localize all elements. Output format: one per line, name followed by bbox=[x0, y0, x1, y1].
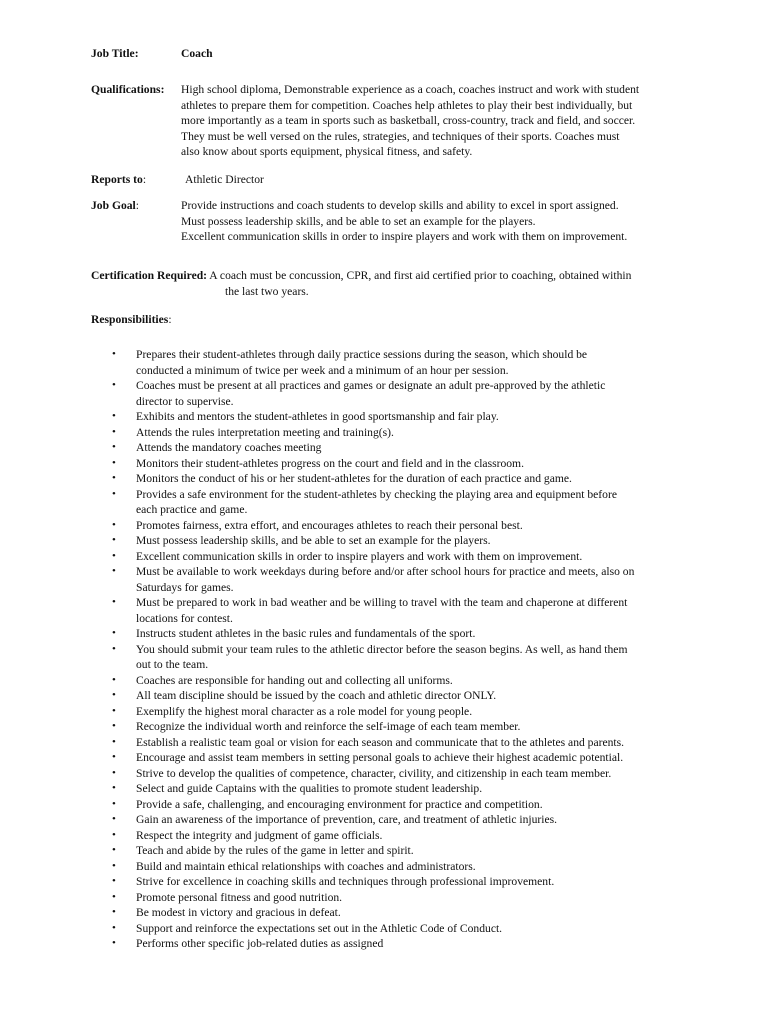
responsibility-item bbox=[112, 750, 682, 766]
bullet-icon: • bbox=[112, 828, 116, 841]
bullet-icon: • bbox=[112, 921, 116, 934]
responsibility-text: Monitors their student-athletes progress on the court and field and in the classroom. bbox=[136, 456, 524, 470]
responsibility-text: Gain an awareness of the importance of prevention, care, and treatment of athletic injuries. bbox=[136, 813, 558, 826]
responsibility-item bbox=[112, 456, 682, 472]
bullet-icon: • bbox=[112, 534, 116, 546]
responsibility-item bbox=[112, 905, 682, 921]
qualifications-line: athletes to prepare them for competition. Coaches help athletes to play their best individually, but bbox=[181, 98, 633, 112]
responsibility-text: each practice and game. bbox=[136, 503, 248, 516]
bullet-icon: • bbox=[112, 472, 116, 484]
bullet-icon: • bbox=[112, 720, 116, 732]
responsibility-item bbox=[112, 440, 682, 456]
responsibility-text: Must possess leadership skills, and be able to set an example for the players. bbox=[136, 534, 491, 547]
responsibility-text: Provides a safe environment for the student-athletes by checking the playing area and equipment before bbox=[136, 487, 617, 501]
bullet-icon: • bbox=[112, 642, 116, 655]
responsibility-item bbox=[112, 874, 682, 890]
responsibility-item bbox=[112, 549, 682, 565]
responsibility-item bbox=[112, 425, 682, 441]
job-goal-text bbox=[181, 198, 686, 245]
responsibility-item bbox=[112, 595, 682, 626]
bullet-icon: • bbox=[112, 906, 116, 918]
responsibilities-heading: Responsibilities: bbox=[91, 313, 172, 326]
responsibility-item bbox=[112, 936, 682, 952]
bullet-icon: • bbox=[112, 704, 116, 717]
qualifications-label: Qualifications: bbox=[91, 83, 165, 96]
responsibility-item bbox=[112, 564, 682, 595]
responsibility-text: Exemplify the highest moral character as a role model for young people. bbox=[136, 704, 473, 718]
responsibility-text: Attends the mandatory coaches meeting bbox=[136, 441, 322, 454]
responsibility-text: Exhibits and mentors the student-athletes in good sportsmanship and fair play. bbox=[136, 410, 499, 423]
bullet-icon: • bbox=[112, 379, 116, 391]
bullet-icon: • bbox=[112, 627, 116, 639]
qualifications-line: also know about sports equipment, physical fitness, and safety. bbox=[181, 145, 473, 158]
responsibility-item bbox=[112, 781, 682, 797]
job-goal-line: Provide instructions and coach students to develop skills and ability to excel in sport assigned. bbox=[181, 199, 619, 212]
bullet-icon: • bbox=[112, 735, 116, 748]
bullet-icon: • bbox=[112, 673, 116, 686]
responsibility-item bbox=[112, 828, 682, 844]
responsibility-text: Excellent communication skills in order to inspire players and work with them on improvement. bbox=[136, 549, 583, 563]
responsibility-text: Build and maintain ethical relationships with coaches and administrators. bbox=[136, 859, 476, 873]
responsibility-item bbox=[112, 471, 682, 487]
bullet-icon: • bbox=[112, 410, 116, 422]
responsibility-item bbox=[112, 921, 682, 937]
responsibility-item bbox=[112, 843, 682, 859]
bullet-icon: • bbox=[112, 441, 116, 453]
bullet-icon: • bbox=[112, 751, 116, 763]
responsibility-item bbox=[112, 688, 682, 704]
certification-text-cont: the last two years. bbox=[225, 284, 309, 298]
responsibility-text: Must be available to work weekdays during before and/or after school hours for practice and meets, also on bbox=[136, 565, 635, 578]
bullet-icon: • bbox=[112, 782, 116, 794]
responsibility-text: Provide a safe, challenging, and encouraging environment for practice and competition. bbox=[136, 797, 543, 811]
certification-label: Certification Required: bbox=[91, 269, 208, 282]
responsibility-item bbox=[112, 766, 682, 782]
responsibility-item bbox=[112, 487, 682, 518]
responsibility-text: out to the team. bbox=[136, 658, 209, 671]
responsibility-item bbox=[112, 378, 682, 409]
bullet-icon: • bbox=[112, 766, 116, 779]
responsibility-text: Saturdays for games. bbox=[136, 580, 234, 594]
responsibility-item bbox=[112, 859, 682, 875]
responsibility-item bbox=[112, 626, 682, 642]
bullet-icon: • bbox=[112, 425, 116, 438]
responsibility-text: Strive for excellence in coaching skills and techniques through professional improvement. bbox=[136, 875, 555, 888]
responsibility-text: locations for contest. bbox=[136, 611, 233, 625]
job-goal-label: Job Goal: bbox=[91, 199, 140, 212]
bullet-icon: • bbox=[112, 890, 116, 903]
responsibility-text: Recognize the individual worth and reinforce the self-image of each team member. bbox=[136, 720, 521, 733]
responsibility-text: Promote personal fitness and good nutrition. bbox=[136, 890, 343, 904]
certification-field bbox=[91, 268, 691, 299]
responsibility-item bbox=[112, 797, 682, 813]
certification-text: A coach must be concussion, CPR, and first aid certified prior to coaching, obtained within bbox=[209, 269, 632, 282]
responsibility-text: Be modest in victory and gracious in defeat. bbox=[136, 906, 341, 919]
responsibility-text: Establish a realistic team goal or vision for each season and communicate that to the athletes and parents. bbox=[136, 735, 625, 749]
bullet-icon: • bbox=[112, 875, 116, 887]
responsibility-text: Monitors the conduct of his or her student-athletes for the duration of each practice and game. bbox=[136, 472, 572, 485]
qualifications-line: more importantly as a team in sports such as basketball, cross-country, track and field, and soccer. bbox=[181, 114, 636, 127]
responsibility-text: Prepares their student-athletes through daily practice sessions during the season, which should be bbox=[136, 348, 588, 361]
job-goal-line: Excellent communication skills in order to inspire players and work with them on improvement. bbox=[181, 230, 628, 243]
bullet-icon: • bbox=[112, 487, 116, 500]
bullet-icon: • bbox=[112, 596, 116, 608]
responsibility-item bbox=[112, 533, 682, 549]
reports-to-label: Reports to: bbox=[91, 173, 147, 186]
responsibility-text: Attends the rules interpretation meeting and training(s). bbox=[136, 425, 394, 439]
bullet-icon: • bbox=[112, 859, 116, 872]
responsibility-text: Promotes fairness, extra effort, and encourages athletes to reach their personal best. bbox=[136, 518, 523, 532]
bullet-icon: • bbox=[112, 844, 116, 856]
qualifications-line: They must be well versed on the rules, strategies, and techniques of their sports. Coaches must bbox=[181, 129, 620, 143]
responsibility-item bbox=[112, 812, 682, 828]
job-title-label: Job Title: bbox=[91, 47, 139, 60]
responsibility-text: Must be prepared to work in bad weather and be willing to travel with the team and chaperone at different bbox=[136, 596, 628, 609]
responsibility-item bbox=[112, 735, 682, 751]
responsibility-item bbox=[112, 409, 682, 425]
bullet-icon: • bbox=[112, 797, 116, 810]
responsibility-item bbox=[112, 704, 682, 720]
responsibility-text: Coaches must be present at all practices and games or designate an adult pre-approved by the athletic bbox=[136, 379, 606, 392]
responsibility-text: Respect the integrity and judgment of game officials. bbox=[136, 828, 383, 842]
responsibility-item bbox=[112, 673, 682, 689]
job-title-value: Coach bbox=[181, 47, 213, 60]
bullet-icon: • bbox=[112, 456, 116, 469]
bullet-icon: • bbox=[112, 348, 116, 360]
responsibilities-list bbox=[112, 347, 682, 952]
responsibility-text: You should submit your team rules to the athletic director before the season begins. As well, as hand them bbox=[136, 642, 628, 656]
responsibility-text: Encourage and assist team members in setting personal goals to achieve their highest academic potential. bbox=[136, 751, 624, 764]
responsibility-text: Coaches are responsible for handing out and collecting all uniforms. bbox=[136, 673, 453, 687]
responsibility-item bbox=[112, 642, 682, 673]
responsibility-text: Strive to develop the qualities of competence, character, civility, and citizenship in each team member. bbox=[136, 766, 612, 780]
bullet-icon: • bbox=[112, 689, 116, 701]
bullet-icon: • bbox=[112, 813, 116, 825]
responsibility-item bbox=[112, 890, 682, 906]
responsibility-text: Select and guide Captains with the qualities to promote student leadership. bbox=[136, 782, 483, 795]
responsibility-text: director to supervise. bbox=[136, 394, 234, 408]
responsibility-text: Teach and abide by the rules of the game in letter and spirit. bbox=[136, 844, 414, 857]
responsibility-text: Support and reinforce the expectations set out in the Athletic Code of Conduct. bbox=[136, 921, 503, 935]
bullet-icon: • bbox=[112, 549, 116, 562]
qualifications-text bbox=[181, 82, 686, 160]
bullet-icon: • bbox=[112, 565, 116, 577]
qualifications-line: High school diploma, Demonstrable experience as a coach, coaches instruct and work with student bbox=[181, 83, 640, 96]
reports-to-value: Athletic Director bbox=[185, 173, 264, 186]
bullet-icon: • bbox=[112, 937, 116, 949]
job-goal-line: Must possess leadership skills, and be able to set an example for the players. bbox=[181, 214, 536, 228]
responsibility-item bbox=[112, 518, 682, 534]
bullet-icon: • bbox=[112, 518, 116, 531]
responsibility-text: Instructs student athletes in the basic rules and fundamentals of the sport. bbox=[136, 627, 476, 640]
responsibility-text: conducted a minimum of twice per week and a minimum of an hour per session. bbox=[136, 363, 509, 377]
responsibility-item bbox=[112, 347, 682, 378]
responsibility-text: Performs other specific job-related duties as assigned bbox=[136, 937, 384, 950]
responsibility-item bbox=[112, 719, 682, 735]
responsibility-text: All team discipline should be issued by the coach and athletic director ONLY. bbox=[136, 689, 497, 702]
